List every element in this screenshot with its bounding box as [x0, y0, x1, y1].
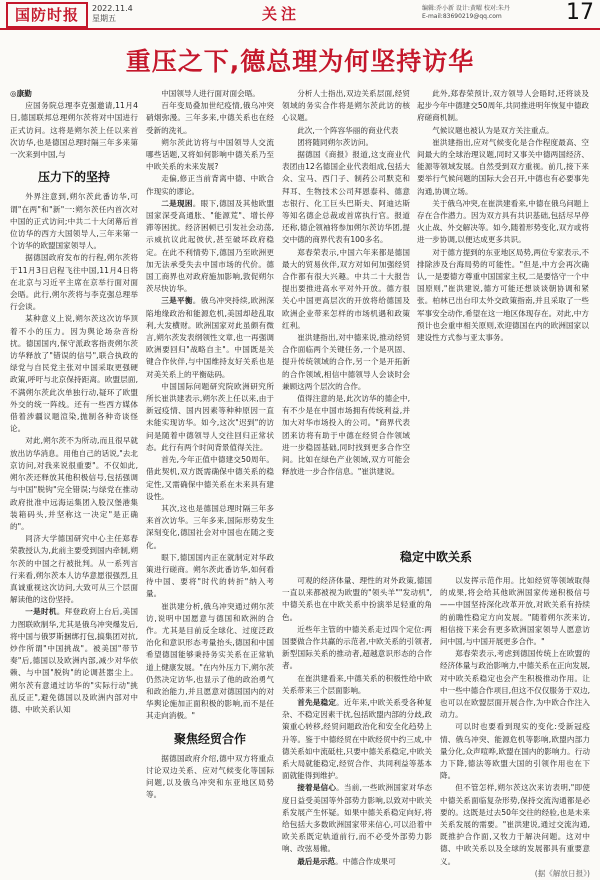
issue-date [92, 4, 133, 24]
paragraph: 百年变局叠加世纪疫情,俄乌冲突硝烟弥漫。三年多来,中德关系也在经受新的洗礼。 [146, 101, 274, 135]
subheading-trade: 聚焦经贸合作 [173, 731, 246, 746]
editor-credits [422, 5, 560, 21]
column-1-body [10, 191, 138, 716]
masthead [0, 0, 600, 30]
paragraph: 据德国《商报》报道,这支商业代表团由12名德国企业代表组成,包括大众、宝马、西门子、制药公司默克和拜耳、生物技术公司拜恩泰科、德意志银行、化工巨头巴斯夫、阿迪达斯等知名德企总裁或首席执行官。报道还称,德企领袖将参加朔尔茨访华团,提交中德的商界代表有100多名。 [282, 150, 410, 245]
paragraph: 据德国政府介绍,德中双方将重点讨论双边关系、应对气候变化等国际问题,以及俄乌冲突和东亚地区局势等。 [146, 753, 274, 800]
paragraph: 外界注意到,朔尔茨此番访华,可谓"在两"和"新"一:朔尔茨任内首次对中国的正式访问;中共二十大闭幕后首位访华的西方大国领导人,三年来第一个访华的欧盟国家领导人。 [10, 192, 138, 251]
paragraph: 分析人士指出,双边关系层面,经贸领域的务实合作将是朔尔茨此访的核心议题。 [282, 89, 410, 123]
article-source: (据《解放日报》) [534, 868, 590, 878]
column-5-body [282, 575, 432, 868]
paragraph: 对于德方提到的东亚地区局势,两位专家表示,不排除涉及台海局势的可能性。"但是,中方会再次确认,一是要德方尊重中国国家主权,二是要恪守一个中国原则,"崔洪建说,德方可能还想谈谈朝协调和紧张。柏林已出台印太外交政策指南,并且采取了一些军事安全动作,希望在这一地区体现存在。对此,中方预计也会重申相关原则,欢迎德国在内的欧洲国家以建设性方式参与亚太事务。 [417, 247, 589, 343]
paragraph: 其次,这也是德国总理时隔三年多来首次访华。三年多来,国际形势发生深刻变化,德国社会对中国也在随之变化。 [146, 503, 274, 550]
column-5 [282, 575, 433, 866]
column-3-body [282, 137, 410, 479]
paragraph: 崔洪建指出,对中德来说,推动经贸合作面临两个关键任务,一个是巩固、提升传统领域的合作,另一个是开拓新的合作领域,相信中德领导人会谈时会兼顾这两个层次的合作。 [282, 333, 410, 391]
paragraph: 接着是信心。当前,一些欧洲国家对华态度日益受美国等外部势力影响,以致对中欧关系发展产生怀疑。如果中德关系稳定向好,将给包括大多数欧洲国家带来信心,可以沿着中欧关系既定轨道前行,而不必受外部势力影响、改弦易辙。 [282, 783, 433, 854]
paragraph: 一是时机。拜登政府上台后,美国力图联欧制华,尤其是俄乌冲突爆发后,将中国与俄罗斯捆绑打包,搞集团对抗,炒作所谓"中国挑战"。被美国"带节奏"后,德国以及欧洲内部,减少对华依赖、与中国"脱钩"的论调甚嚣尘上。朔尔茨有意通过访华的"实际行动"挑乱反正",避免德国以及欧洲内部对中德、中欧关系认知 [10, 607, 138, 714]
column-6-body [440, 575, 590, 868]
column-6 [440, 575, 590, 878]
column-4-body [417, 88, 589, 344]
paragraph: 三是平衡。俄乌冲突持续,欧洲深陷地缘政治和能源危机,美国却趁乱取利,大发横财。欧洲国家对此虽颇有微言,朔尔茨发表纲领性文章,也一再强调欧洲要回归"战略自主"。中国既是关键合作伙伴,与中国维持友好关系也是对美关系上的平衡砝码。 [146, 296, 274, 379]
paragraph: 关于俄乌冲突,在崔洪建看来,中德在俄乌问题上存在合作潜力。因为双方具有共识基础,包括尽早停火止战、外交解决等。如今,随着形势变化,双方或将进一步协调,以便达成更多共识。 [417, 198, 589, 245]
paragraph: 对此,朔尔茨不为所动,而且很早就放出访华消息。用他自己的话说,"去北京访问,对我来说很重要"。不仅如此,朔尔茨还释放其他积极信号,包括强调与中国"脱钩"完全错误;与绿党在推动政府批准中远海运集团入股汉堡港集装箱码头,并坚称这一决定"是正确的"。 [10, 436, 138, 531]
paragraph: 近些年主管的中德关系走过四个定位:两国要做合作共赢的示范者,中欧关系的引领者,新型国际关系的推动者,超越意识形态的合作者。 [282, 624, 432, 671]
paragraph: 朔尔茨此访将与中国领导人交流哪些话题,又将如何影响中德关系乃至中欧关系的未来发展? [146, 137, 274, 172]
paragraph: 眼下,德国国内正在就制定对华政策进行磋商。朔尔茨此番访华,如何看待中国、要将"时代的转折"纳入考量。 [146, 552, 274, 599]
editor-email: E-mail:83690219@qq.com [422, 13, 502, 20]
subheading-stability: 稳定中欧关系 [399, 550, 472, 564]
paragraph: 以发挥示范作用。比如经贸等领域取得的成果,将会给其他欧洲国家传递积极信号——中国坚持深化改革开放,对欧关系有持续的前瞻性稳定方向发展。"随着朔尔茨来访,相信接下来会有更多欧洲国家领导人愿意访问中国,与中国开展更多合作。" [440, 576, 590, 647]
section-name: 关注 [262, 5, 301, 23]
column-4 [417, 88, 589, 518]
paragraph: 此次,一个阵容华丽的商业代表 [297, 125, 399, 135]
paragraph: 团将随同朔尔茨访问。 [297, 137, 374, 147]
editor-names: 编辑:乔小新 设计:黄曜 校对:朱丹 [422, 5, 510, 12]
paragraph: 二是现困。眼下,德国及其他欧盟国家深受高通胀、"能源荒"、增长停滞等困扰。经济困顿已引发社会动荡,示威抗议此起彼伏,甚至破坏政府稳定。在此不利情势下,德国乃至欧洲更加无法承受失去中国市场的代价。德国工商界也对政府施加影响,敦促朔尔茨尽快访华。 [146, 198, 274, 294]
paragraph: 值得注意的是,此次访华的德企中,有不少是在中国市场拥有传统利益,并加大对华市场投入的公司。"商界代表团来访将有助于中德在经贸合作领域进一步稳固基础,同时找到更多合作空间。比如在绿色产业领域,双方可能会释放进一步合作信息。"崔洪建说。 [282, 394, 410, 477]
paragraph: 可观的经济体量、理性的对外政策,德国一直以来都被视为欧盟的"领头羊""发动机",中德关系也在中欧关系中扮演举足轻重的角色。 [282, 576, 432, 622]
paragraph: 中国国际问题研究院欧洲研究所所长崔洪建表示,朔尔茨上任以来,由于新冠疫情、国内因素等种种原因一直未能实现访华。如今,这次"迟到"的访问是随着中德领导人交往回归正常状态。此行有两个时间背景值得关注。 [146, 381, 274, 452]
paragraph: 郑春荣表示,中国六年来都是德国最大的贸易伙伴,双方对如何加强经贸合作都有很大兴趣。中共二十大报告提出要推进高水平对外开放。德方很关心中国更高层次的开放将给德国及欧洲企业带来怎样的市场机遇和政策红利。 [282, 247, 410, 330]
paragraph: 据德国政府发布的行程,朔尔茨将于11月3日启程飞往中国,11月4日将在北京与习近平主席在京举行面对面会晤。此行,朔尔茨将与李克强总理举行会谈。 [10, 253, 138, 312]
paragraph: 可以时也要看到现实的变化:受新冠疫情、俄乌冲突、能源危机等影响,欧盟内部力量分化,众声喧哗,欧盟在国内的影响力。行动力下降,德法等欧盟大国的引领作用也在下降。 [440, 722, 590, 781]
paragraph: 郑春荣表示,考虑到德国传统上在欧盟的经济体量与政治影响力,中德关系在正向发展,对中欧关系稳定也会产生积极推动作用。让中一些中德合作项目,但这不仅仅服务于双边,也可以在欧盟层面开展合作,为中欧合作注入动力。 [440, 649, 590, 720]
paragraph: 最后是示范。中德合作成果可 [297, 856, 396, 866]
paragraph: 崔洪建指出,应对气候变化是合作程度最高、空间最大的全球治理议题,同时又事关中德两国经济、能源等领域发展。自然受到双方重视。前几,接下来要举行气候问题的国际大会召开,中德也有必要事先沟通,协调立场。 [417, 137, 589, 196]
paragraph: 在崔洪建看来,中德关系的积极性给中欧关系带来三个层面影响。 [282, 673, 432, 695]
column-2-trade [146, 753, 274, 802]
paragraph: 首先,今年正值中德建交50周年。借此契机,双方既需确保中德关系的稳定性,又需确保中德关系在未来具有建设性。 [146, 455, 274, 501]
paragraph: 崔洪建分析,俄乌冲突通过朔尔茨访,说明中国愿意与德国和欧洲的合作。尤其是目前反全球化、过度泛政治化和意识形态考量抬头,德国和中国希望德国能够秉持务实关系在正常轨道上健康发展。"在内外压力下,朔尔茨仍然决定访华,也显示了他的政治勇气和政治能力,并且愿意对德国国内的对华舆论施加正面积极的影响,而不是任其走向消极。" [146, 601, 274, 721]
newspaper-logo: 国防时报 [6, 2, 88, 28]
column-2 [146, 88, 274, 824]
paragraph: 同济大学德国研究中心主任郑春荣教授认为,此前主要受到国内牵制,朔尔茨的中国之行被批判。从一系列言行来看,朔尔茨本人访华意愿很强烈,且真诚重视这次访问,大致可从三个层面解读他的这份坚持。 [10, 534, 138, 605]
paragraph: 应国务院总理李克强邀请,11月4日,德国联邦总理朔尔茨将对中国进行正式访问。这将是朔尔茨上任以来首次访华,也是德国总理时隔三年多来第一次来到中国,与 [10, 101, 138, 160]
column-1-intro [10, 100, 138, 161]
page-number: 17 [566, 0, 594, 25]
date-line: 2022.11.4 [92, 4, 133, 13]
paragraph: 气候议题也被认为是双方关注重点。 [432, 125, 554, 135]
column-1 [10, 88, 138, 824]
paragraph: 某种意义上说,朔尔茨这次访华顶着不小的压力。因为舆论场杂音纷扰。德国国内,保守派政客指责朔尔茨访华释放了"错误的信号",联合执政的绿党与自民党主张对中国采取更强硬政策,呼吁与北京保持距离。欧盟层面,不满朔尔茨此次单独行动,疑环了欧盟外交的统一阵线。还有一些西方媒体借着涉疆议题渲染,抛制各种奇谈怪论。 [10, 314, 138, 434]
article-author: ◎康勤 [10, 89, 32, 98]
column-3-intro [282, 88, 410, 137]
article-headline: 重压之下,德总理为何坚持访华 [125, 47, 475, 76]
paragraph: 此外,郑春荣预计,双方领导人会晤时,还将谈及起步今年中德建交50周年,共同推进明年恢复中德政府磋商机制。 [417, 89, 589, 123]
paragraph: 首先是稳定。近年来,中欧关系受各种复杂、不稳定因素干扰,包括欧盟内部的分歧,政策重心转移,经贸问题政治化和安全化趋势上升等。鉴于中德经贸在中欧经贸中约三成,中德关系如中流砥柱,只要中德关系稳定,中欧关系大局就能稳定,经贸合作、共同利益等基本面就能得到维护。 [282, 698, 433, 781]
weekday: 星期五 [92, 14, 116, 23]
column-3 [282, 88, 410, 518]
paragraph: 走偏,修正当前背离中德、中欧合作现实的谬论。 [146, 174, 274, 196]
subheading-pressure: 压力下的坚持 [37, 170, 110, 185]
paragraph: 中国领导人进行面对面会晤。 [161, 89, 260, 98]
column-2-body [146, 88, 274, 723]
paragraph: 但不管怎样,朔尔茨这次来访表明,"即使中德关系面临复杂形势,保持交流沟通都是必要的。这既是过去50年交往的经验,也是未来关系发展的需要。"崔洪建说,通过交流沟通,既推护合作面,又牧力于解决问题。这对中德、中欧关系以及全球的发展都具有重要意义。 [440, 783, 590, 866]
